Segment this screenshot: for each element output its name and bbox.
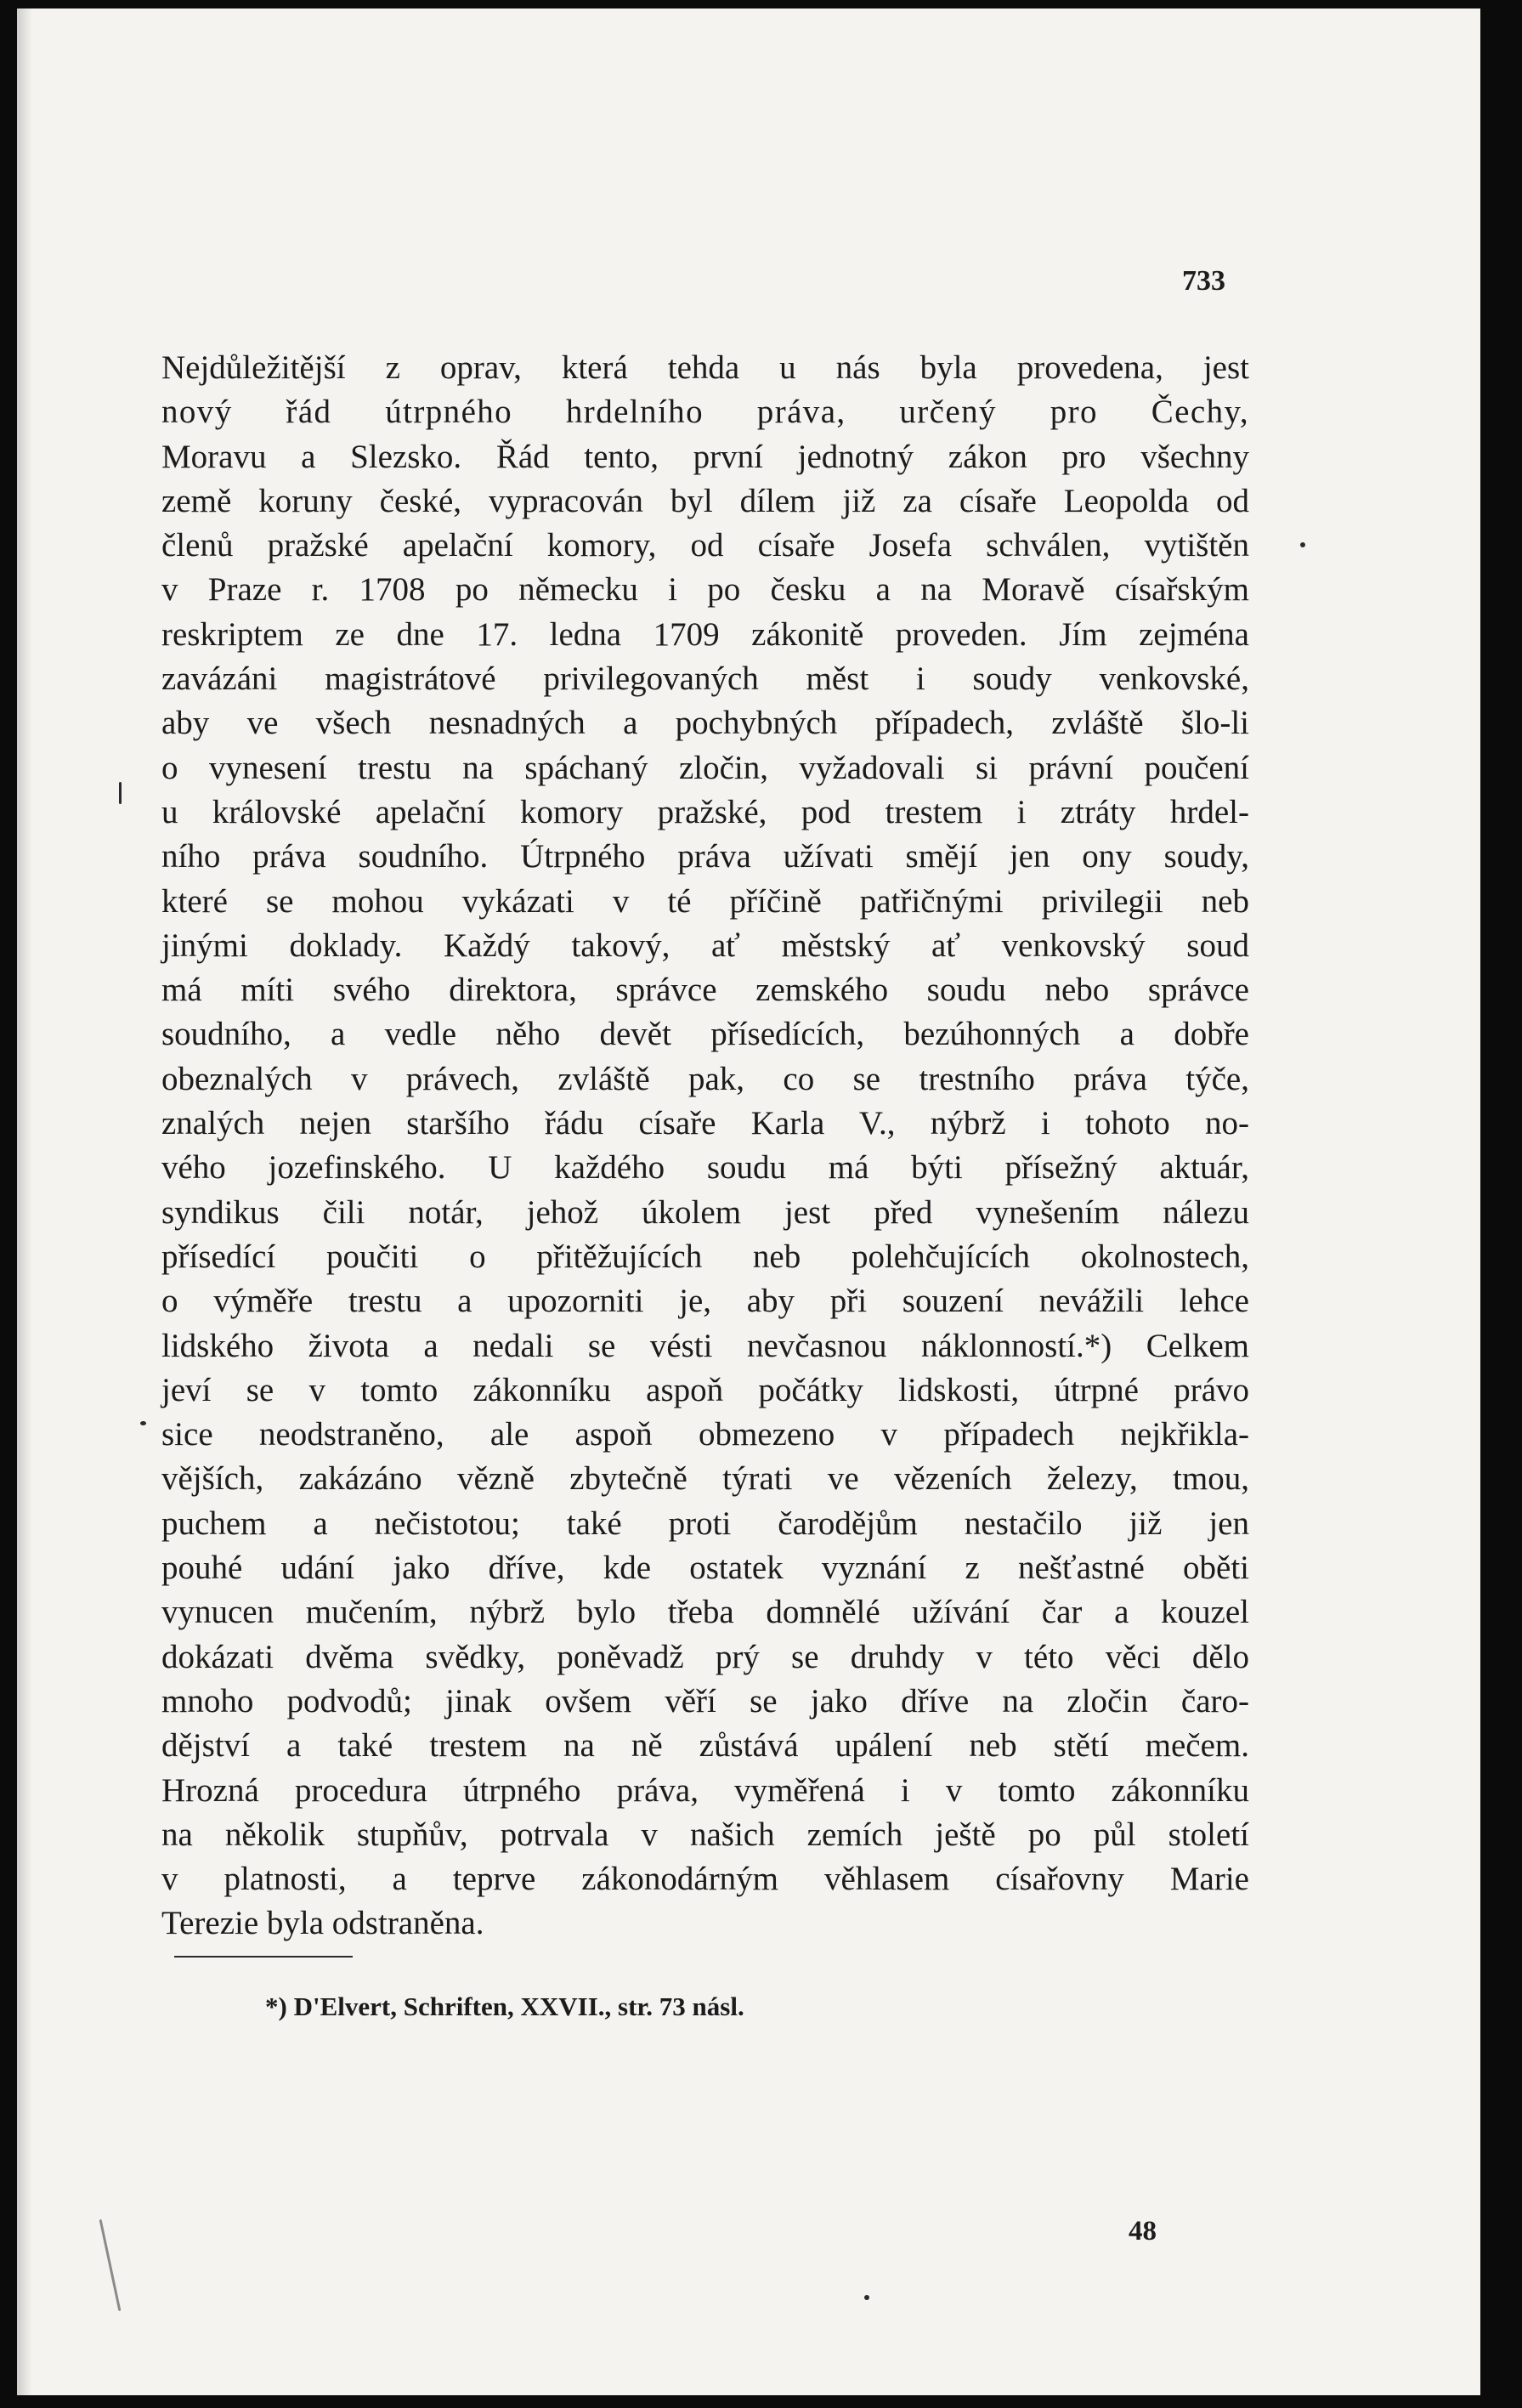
text-line: sice neodstraněno, ale aspoň obmezeno v případech nejkřikla- <box>161 1416 1249 1453</box>
text-line: pouhé udání jako dříve, kde ostatek vyznání z nešťastné oběti <box>161 1550 1249 1587</box>
text-line: lidského života a nedali se vésti nevčasnou náklonností.*) Celkem <box>161 1327 1249 1364</box>
text-line: obeznalých v právech, zvláště pak, co se trestního práva týče, <box>161 1060 1249 1097</box>
text-line: dějství a také trestem na ně zůstává upálení neb stětí mečem. <box>161 1727 1249 1765</box>
text-line: zavázáni magistrátové privilegovaných měst i soudy venkovské, <box>161 660 1249 698</box>
scan-speck <box>864 2295 869 2300</box>
text-line: znalých nejen staršího řádu císaře Karla V., nýbrž i tohoto no- <box>161 1105 1249 1142</box>
scan-speck <box>140 1421 146 1425</box>
text-line: puchem a nečistotou; také proti čarodějům nestačilo již jen <box>161 1504 1249 1542</box>
text-line: reskriptem ze dne 17. ledna 1709 zákonitě proveden. Jím zejména <box>161 615 1249 653</box>
text-line: nový řád útrpného hrdelního práva, určený pro Čechy, <box>161 394 1249 431</box>
footnote-rule <box>174 1956 353 1958</box>
text-line: vynucen mučením, nýbrž bylo třeba domnělé užívání čar a kouzel <box>161 1594 1249 1631</box>
text-line: má míti svého direktora, správce zemského soudu nebo správce <box>161 972 1249 1009</box>
text-line: mnoho podvodů; jinak ovšem věří se jako dříve na zločin čaro- <box>161 1682 1249 1720</box>
scan-speck <box>119 782 122 804</box>
text-line: přísedící poučiti o přitěžujících neb polehčujících okolnostech, <box>161 1238 1249 1275</box>
text-line: v platnosti, a teprve zákonodárným věhlasem císařovny Marie <box>161 1861 1249 1898</box>
text-line: Moravu a Slezsko. Řád tento, první jednotný zákon pro všechny <box>161 438 1249 475</box>
text-line: členů pražské apelační komory, od císaře Josefa schválen, vytištěn <box>161 527 1249 564</box>
text-line: Hrozná procedura útrpného práva, vyměřená i v tomto zákonníku <box>161 1771 1249 1809</box>
text-line: ního práva soudního. Útrpného práva užívati smějí jen ony soudy, <box>161 838 1249 875</box>
text-line: země koruny české, vypracován byl dílem již za císaře Leopolda od <box>161 482 1249 519</box>
text-line: aby ve všech nesnadných a pochybných případech, zvláště šlo-li <box>161 705 1249 742</box>
text-line: v Praze r. 1708 po německu i po česku a na Moravě císařským <box>161 571 1249 609</box>
text-line: vého jozefinského. U každého soudu má býti přísežný aktuár, <box>161 1149 1249 1187</box>
page-number: 733 <box>1182 265 1225 297</box>
text-line: o vynesení trestu na spáchaný zločin, vyžadovali si právní poučení <box>161 749 1249 786</box>
scan-speck <box>1300 542 1305 547</box>
text-line: syndikus čili notár, jehož úkolem jest před vynešením nálezu <box>161 1193 1249 1231</box>
footnote: *) D'Elvert, Schriften, XXVII., str. 73 násl. <box>265 1992 744 2021</box>
text-line: jinými doklady. Každý takový, ať městský ať venkovský soud <box>161 926 1249 964</box>
text-line: jeví se v tomto zákonníku aspoň počátky lidskosti, útrpné právo <box>161 1371 1249 1408</box>
text-line: dokázati dvěma svědky, poněvadž prý se druhdy v této věci dělo <box>161 1638 1249 1675</box>
signature-mark: 48 <box>1129 2216 1157 2247</box>
page-gutter-shadow <box>17 8 32 2395</box>
text-line: Terezie byla odstraněna. <box>161 1905 484 1942</box>
text-line: Nejdůležitější z oprav, která tehda u nás byla provedena, jest <box>161 349 1249 386</box>
text-line: o výměře trestu a upozorniti je, aby při souzení nevážili lehce <box>161 1283 1249 1320</box>
text-line: u královské apelační komory pražské, pod trestem i ztráty hrdel- <box>161 793 1249 830</box>
body-text <box>161 346 1249 1946</box>
text-line: soudního, a vedle něho devět přísedících, bezúhonných a dobře <box>161 1016 1249 1053</box>
text-line: které se mohou vykázati v té příčině patřičnými privilegii neb <box>161 882 1249 920</box>
text-line: na několik stupňův, potrvala v našich zemích ještě po půl století <box>161 1816 1249 1853</box>
text-line: vějších, zakázáno vězně zbytečně týrati ve vězeních železy, tmou, <box>161 1460 1249 1498</box>
